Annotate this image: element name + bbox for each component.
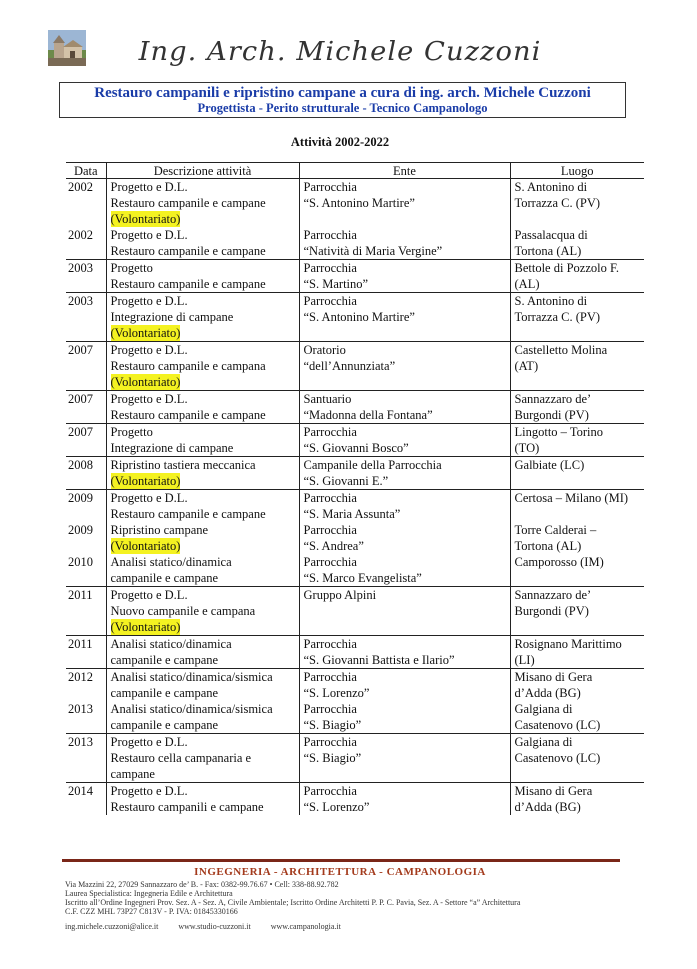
footer-site-link[interactable]: www.studio-cuzzoni.it — [178, 922, 251, 931]
cell-description-line: campanile e campane — [110, 718, 219, 732]
header-banner — [59, 82, 626, 118]
cell-place-line: Sannazzaro de’ — [514, 392, 592, 406]
footer-heading: INGEGNERIA - ARCHITETTURA - CAMPANOLOGIA — [194, 866, 486, 878]
cell-place-line: Torrazza C. (PV) — [514, 310, 601, 324]
cell-place — [510, 424, 644, 457]
cell-entity — [299, 636, 510, 669]
cell-entity — [299, 424, 510, 457]
cell-place — [510, 342, 644, 391]
table-header-row — [66, 163, 644, 179]
cell-entity-line: Parrocchia — [303, 784, 357, 798]
cell-description-line: (Volontariato) — [110, 539, 181, 553]
cell-year: 2011 — [66, 636, 106, 669]
cell-place-line: d’Adda (BG) — [514, 800, 581, 814]
cell-place-line: S. Antonino di — [514, 180, 588, 194]
activities-table-container — [66, 162, 644, 814]
cell-description-line: (Volontariato) — [110, 375, 181, 389]
section-title: Attività 2002-2022 — [290, 135, 390, 149]
activities-table — [66, 162, 644, 815]
cell-description — [106, 522, 299, 554]
cell-description-line: Progetto e D.L. — [110, 343, 188, 357]
cell-place-line: Burgondi (PV) — [514, 604, 589, 618]
cell-entity-line: Gruppo Alpini — [303, 588, 377, 602]
cell-description — [106, 734, 299, 783]
cell-place-line: (AL) — [514, 277, 540, 291]
cell-entity — [299, 293, 510, 342]
cell-description-line: campanile e campane — [110, 571, 219, 585]
cell-entity-line: “Madonna della Fontana” — [303, 408, 433, 422]
cell-description-line: Restauro cella campanaria e — [110, 751, 252, 765]
cell-description-line: Progetto e D.L. — [110, 392, 188, 406]
footer-rule — [62, 859, 620, 862]
cell-entity-line: Parrocchia — [303, 702, 357, 716]
cell-place-line: (LI) — [514, 653, 535, 667]
cell-entity — [299, 391, 510, 424]
cell-entity-line: Parrocchia — [303, 261, 357, 275]
cell-description — [106, 179, 299, 228]
cell-description-line: Progetto — [110, 425, 153, 439]
cell-place-line: Bettole di Pozzolo F. — [514, 261, 620, 275]
cell-place-line: Galbiate (LC) — [514, 458, 585, 472]
cell-description-line: (Volontariato) — [110, 326, 181, 340]
table-row — [66, 554, 644, 587]
table-row — [66, 490, 644, 523]
cell-place-line: d’Adda (BG) — [514, 686, 581, 700]
cell-entity-line: Parrocchia — [303, 491, 357, 505]
cell-entity-line: Santuario — [303, 392, 352, 406]
cell-place-line: Rosignano Marittimo — [514, 637, 622, 651]
table-row — [66, 227, 644, 260]
cell-entity — [299, 260, 510, 293]
cell-description-line: campanile e campane — [110, 653, 219, 667]
cell-year: 2007 — [66, 424, 106, 457]
cell-description — [106, 391, 299, 424]
cell-place-line: (TO) — [514, 441, 540, 455]
cell-entity-line: “dell’Annunziata” — [303, 359, 396, 373]
cell-place-line: Passalacqua di — [514, 228, 588, 242]
cell-place-line: Burgondi (PV) — [514, 408, 589, 422]
table-row — [66, 701, 644, 734]
cell-description-line: (Volontariato) — [110, 212, 181, 226]
cell-description-line: (Volontariato) — [110, 620, 181, 634]
cell-year: 2002 — [68, 228, 93, 242]
cell-entity — [299, 587, 510, 636]
cell-year: 2013 — [66, 734, 106, 783]
cell-description — [106, 669, 299, 702]
cell-entity-line: Parrocchia — [303, 294, 357, 308]
cell-entity-line: “S. Marco Evangelista” — [303, 571, 422, 585]
cell-entity-line: Parrocchia — [303, 180, 357, 194]
cell-entity-line: Parrocchia — [303, 670, 357, 684]
cell-entity — [299, 669, 510, 702]
cell-place-line: Misano di Gera — [514, 784, 593, 798]
cell-place-line: Galgiana di — [514, 702, 573, 716]
cell-year: 2007 — [66, 342, 106, 391]
cell-description-line: Analisi statico/dinamica/sismica — [110, 670, 273, 684]
cell-description-line: Nuovo campanile e campana — [110, 604, 256, 618]
cell-place-line: Misano di Gera — [514, 670, 593, 684]
cell-place — [510, 227, 644, 260]
cell-description-line: Restauro campanile e campane — [110, 196, 266, 210]
cell-entity-line: Parrocchia — [303, 228, 357, 242]
cell-entity-line: “S. Antonino Martire” — [303, 196, 415, 210]
cell-entity-line: “S. Martino” — [303, 277, 369, 291]
footer-email-link[interactable]: ing.michele.cuzzoni@alice.it — [65, 922, 159, 931]
cell-place — [510, 260, 644, 293]
cell-description — [106, 783, 299, 816]
cell-entity — [299, 342, 510, 391]
cell-place-line: Lingotto – Torino — [514, 425, 603, 439]
cell-year: 2009 — [68, 523, 93, 537]
cell-place — [510, 669, 644, 702]
cell-entity-line: “S. Andrea” — [303, 539, 364, 553]
cell-description-line: Progetto e D.L. — [110, 228, 188, 242]
cell-description — [106, 424, 299, 457]
footer-site-link-2[interactable]: www.campanologia.it — [270, 922, 341, 931]
table-row — [66, 587, 644, 636]
cell-year: 2008 — [66, 457, 106, 490]
cell-place — [510, 179, 644, 228]
footer-links — [65, 922, 359, 931]
cell-place-line: (AT) — [514, 359, 539, 373]
banner-subtitle: Progettista - Perito strutturale - Tecnico Campanologo — [197, 101, 488, 115]
cell-year: 2014 — [66, 783, 106, 816]
banner-title: Restauro campanili e ripristino campane a cura di ing. arch. Michele Cuzzoni — [94, 85, 591, 101]
cell-year: 2013 — [68, 702, 93, 716]
cell-description-line: campane — [110, 767, 155, 781]
cell-place — [510, 391, 644, 424]
cell-place — [510, 734, 644, 783]
cell-place — [510, 783, 644, 816]
cell-entity — [299, 734, 510, 783]
cell-description — [106, 342, 299, 391]
footer-address: Via Mazzini 22, 27029 Sannazzaro de’ B. - Fax: 0382-99.76.67 • Cell: 338-88.92.782 — [65, 880, 339, 889]
cell-entity-line: “S. Giovanni E.” — [303, 474, 389, 488]
cell-entity-line: Parrocchia — [303, 637, 357, 651]
cell-place — [510, 701, 644, 734]
cell-entity-line: “Natività di Maria Vergine” — [303, 244, 443, 258]
cell-year: 2009 — [66, 490, 106, 523]
cell-description-line: Integrazione di campane — [110, 310, 234, 324]
cell-place-line: Torrazza C. (PV) — [514, 196, 601, 210]
cell-year: 2011 — [66, 587, 106, 636]
cell-description-line: Restauro campanili e campane — [110, 800, 264, 814]
table-row — [66, 342, 644, 391]
cell-entity-line: “S. Maria Assunta” — [303, 507, 401, 521]
cell-entity-line: “S. Antonino Martire” — [303, 310, 415, 324]
cell-description-line: Progetto e D.L. — [110, 784, 188, 798]
cell-place-line: Castelletto Molina — [514, 343, 608, 357]
cell-description-line: Ripristino tastiera meccanica — [110, 458, 256, 472]
cell-description-line: Analisi statico/dinamica — [110, 637, 232, 651]
cell-entity-line: “S. Giovanni Battista e Ilario” — [303, 653, 455, 667]
cell-description-line: Integrazione di campane — [110, 441, 234, 455]
table-body — [66, 179, 644, 816]
table-row — [66, 669, 644, 702]
table-row — [66, 391, 644, 424]
cell-year: 2010 — [68, 555, 93, 569]
cell-place-line: Galgiana di — [514, 735, 573, 749]
cell-description-line: Progetto e D.L. — [110, 294, 188, 308]
table-row — [66, 457, 644, 490]
column-header-date: Data — [66, 163, 106, 179]
cell-place-line: Casatenovo (LC) — [514, 718, 601, 732]
cell-description-line: Restauro campanile e campane — [110, 277, 266, 291]
cell-description-line: Restauro campanile e campane — [110, 507, 266, 521]
cell-year: 2003 — [66, 293, 106, 342]
table-row — [66, 293, 644, 342]
table-row — [66, 783, 644, 816]
table-row — [66, 179, 644, 228]
cell-place — [510, 490, 644, 523]
table-row — [66, 734, 644, 783]
cell-entity — [299, 227, 510, 260]
cell-entity-line: “S. Biagio” — [303, 751, 362, 765]
cell-description-line: Ripristino campane — [110, 523, 209, 537]
cell-year: 2003 — [66, 260, 106, 293]
cell-description — [106, 554, 299, 587]
cell-year: 2007 — [66, 391, 106, 424]
cell-place — [510, 554, 644, 587]
cell-entity — [299, 490, 510, 523]
cell-description — [106, 227, 299, 260]
cell-place-line: Tortona (AL) — [514, 539, 582, 553]
cell-entity-line: Parrocchia — [303, 425, 357, 439]
cell-place — [510, 636, 644, 669]
cell-entity-line: “S. Lorenzo” — [303, 686, 370, 700]
footer-registry: Iscritto all’Ordine Ingegneri Prov. Sez. A - Sez. A, Civile Ambientale; Iscritto Ordine Architetti P. P. C. Pavia, Sez. A - Settore “a” Architettura — [65, 898, 521, 907]
cell-entity-line: “S. Giovanni Bosco” — [303, 441, 409, 455]
cell-place — [510, 587, 644, 636]
column-header-description: Descrizione attività — [106, 163, 299, 179]
cell-description-line: (Volontariato) — [110, 474, 181, 488]
cell-entity-line: Oratorio — [303, 343, 346, 357]
cell-description — [106, 587, 299, 636]
cell-entity — [299, 783, 510, 816]
signature: Ing. Arch. Michele Cuzzoni — [138, 37, 542, 67]
cell-place-line: Sannazzaro de’ — [514, 588, 592, 602]
table-row — [66, 260, 644, 293]
cell-place-line: Torre Calderai – — [514, 523, 597, 537]
cell-description — [106, 636, 299, 669]
cell-place-line: Casatenovo (LC) — [514, 751, 601, 765]
cell-description-line: Progetto e D.L. — [110, 180, 188, 194]
cell-entity-line: Parrocchia — [303, 523, 357, 537]
cell-description — [106, 457, 299, 490]
cell-entity-line: Parrocchia — [303, 735, 357, 749]
cell-place — [510, 522, 644, 554]
table-row — [66, 522, 644, 554]
cell-place-line: Certosa – Milano (MI) — [514, 491, 629, 505]
cell-description-line: Restauro campanile e campane — [110, 244, 266, 258]
cell-place-line: S. Antonino di — [514, 294, 588, 308]
table-row — [66, 424, 644, 457]
cell-entity-line: Campanile della Parrocchia — [303, 458, 442, 472]
cell-place — [510, 457, 644, 490]
cell-entity — [299, 701, 510, 734]
cell-place-line: Tortona (AL) — [514, 244, 582, 258]
cell-place-line: Camporosso (IM) — [514, 555, 604, 569]
table-row — [66, 636, 644, 669]
cell-description-line: Restauro campanile e campane — [110, 408, 266, 422]
cell-description — [106, 293, 299, 342]
cell-description-line: Progetto — [110, 261, 153, 275]
column-header-place: Luogo — [510, 163, 644, 179]
cell-description — [106, 701, 299, 734]
cell-description-line: Restauro campanile e campana — [110, 359, 266, 373]
cell-year: 2002 — [66, 179, 106, 228]
cell-description-line: Progetto e D.L. — [110, 588, 188, 602]
cell-entity — [299, 179, 510, 228]
cell-entity — [299, 522, 510, 554]
cell-description — [106, 260, 299, 293]
cell-description-line: Progetto e D.L. — [110, 735, 188, 749]
cell-description — [106, 490, 299, 523]
cell-description-line: Analisi statico/dinamica — [110, 555, 232, 569]
cell-entity-line: Parrocchia — [303, 555, 357, 569]
cell-description-line: Analisi statico/dinamica/sismica — [110, 702, 273, 716]
cell-description-line: Progetto e D.L. — [110, 491, 188, 505]
footer-degree: Laurea Specialistica: Ingegneria Edile e Architettura — [65, 889, 233, 898]
cell-entity-line: “S. Lorenzo” — [303, 800, 370, 814]
footer-tax-id: C.F. CZZ MHL 73P27 C813V - P. IVA: 01845330166 — [65, 907, 238, 916]
cell-year: 2012 — [66, 669, 106, 702]
column-header-entity: Ente — [299, 163, 510, 179]
cell-entity-line: “S. Biagio” — [303, 718, 362, 732]
cell-place — [510, 293, 644, 342]
cell-entity — [299, 554, 510, 587]
cell-description-line: campanile e campane — [110, 686, 219, 700]
cell-entity — [299, 457, 510, 490]
